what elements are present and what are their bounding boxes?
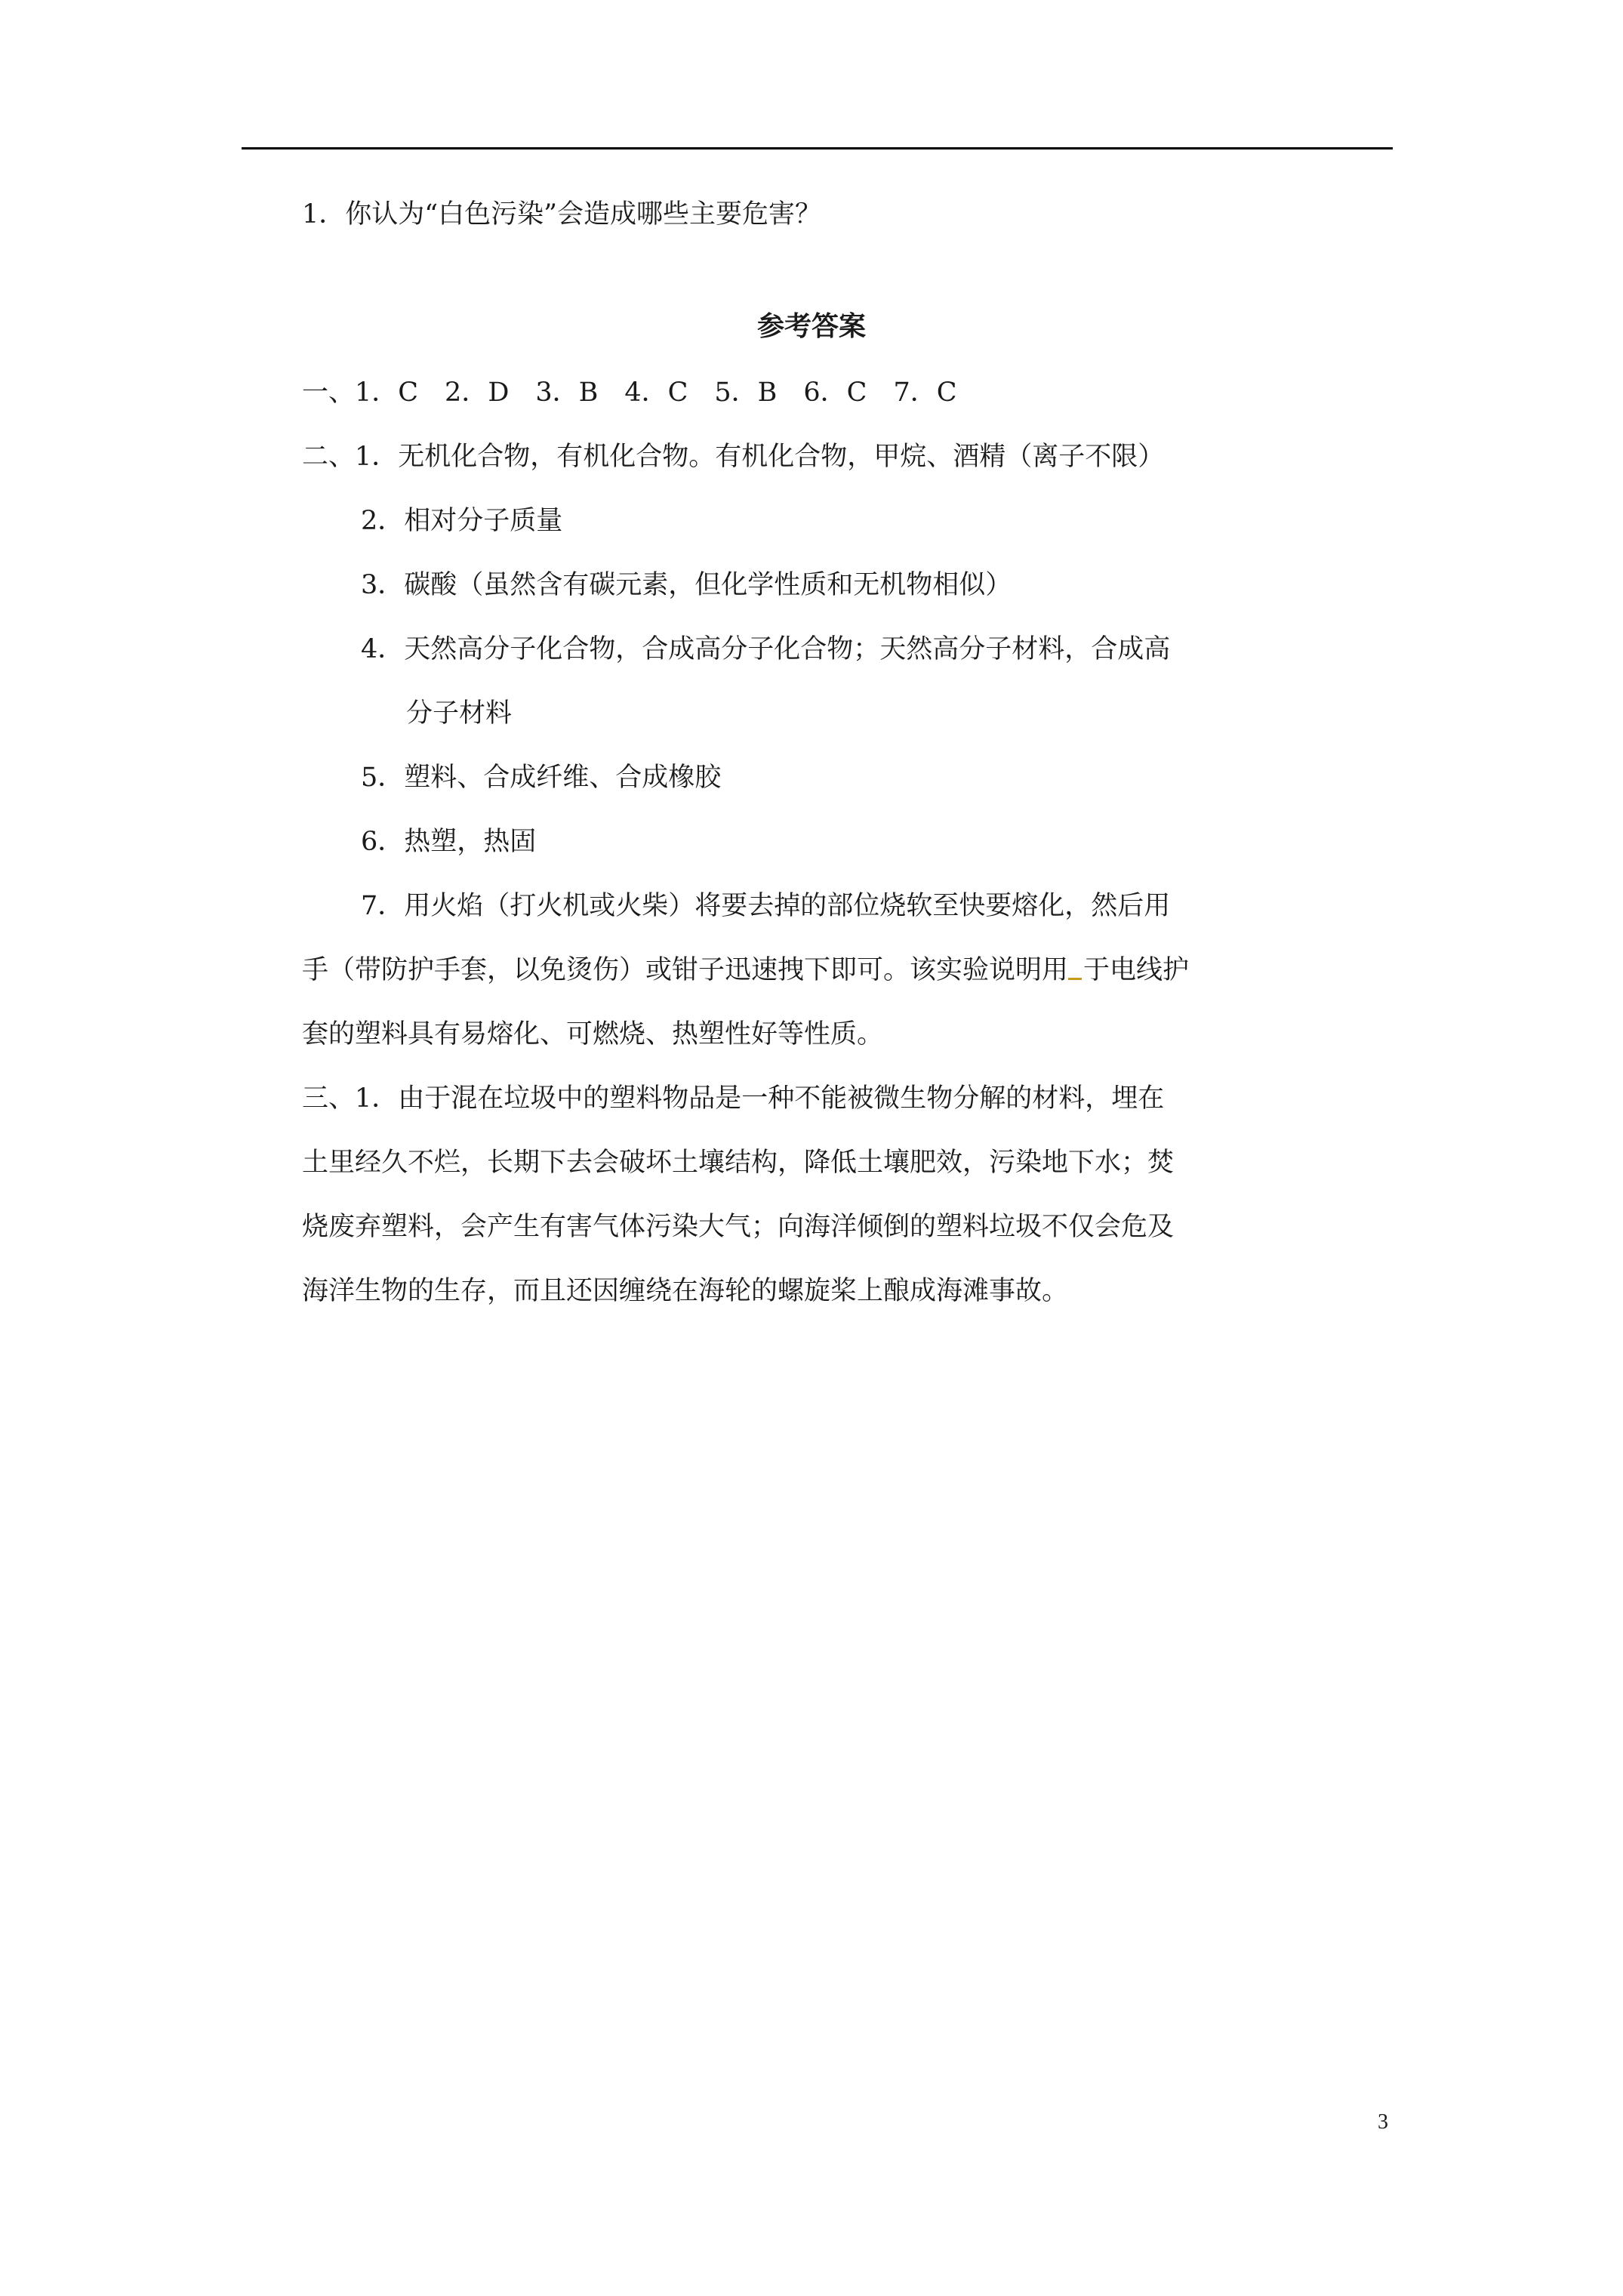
question-text: 1．你认为“白色污染”会造成哪些主要危害？: [302, 199, 822, 230]
edit-marker: [1068, 978, 1082, 980]
header-rule: [242, 147, 1393, 149]
section2-item4-line2: 分子材料: [406, 698, 513, 729]
section2-item7-line2-start: 手（带防护手套，以免烫伤）或钳子迅速拽下即可。该实验说明用: [302, 955, 1069, 985]
section1-answers: 一、1．C 2．D 3．B 4．C 5．B 6．C 7．C: [302, 378, 957, 408]
section3-line3: 烧废弃塑料，会产生有害气体污染大气；向海洋倾倒的塑料垃圾不仅会危及: [302, 1212, 1175, 1242]
section3-line1: 三、1．由于混在垃圾中的塑料物品是一种不能被微生物分解的材料，埋在: [302, 1083, 1165, 1114]
section2-item4-line1: 4．天然高分子化合物，合成高分子化合物；天然高分子材料，合成高: [361, 634, 1171, 664]
section3-line2: 土里经久不烂，长期下去会破坏土壤结构，降低土壤肥效，污染地下水；焚: [302, 1148, 1175, 1178]
section2-item1: 二、1．无机化合物，有机化合物。有机化合物，甲烷、酒精（离子不限）: [302, 442, 1165, 472]
section2-item2: 2．相对分子质量: [361, 506, 563, 536]
section3-line4: 海洋生物的生存，而且还因缠绕在海轮的螺旋桨上酿成海滩事故。: [302, 1276, 1069, 1306]
section2-item7-line1: 7．用火焰（打火机或火柴）将要去掉的部位烧软至快要熔化，然后用: [361, 891, 1171, 921]
section2-item7-line2-end: 于电线护: [1083, 955, 1190, 985]
section2-item5: 5．塑料、合成纤维、合成橡胶: [361, 763, 722, 793]
answers-heading: 参考答案: [756, 310, 866, 342]
section2-item7-line2: [302, 954, 1189, 987]
section2-item6: 6．热塑，热固: [361, 827, 537, 857]
section2-item3: 3．碳酸（虽然含有碳元素，但化学性质和无机物相似）: [361, 570, 1012, 600]
page-number: 3: [1378, 2110, 1388, 2134]
section2-item7-line3: 套的塑料具有易熔化、可燃烧、热塑性好等性质。: [302, 1019, 884, 1049]
